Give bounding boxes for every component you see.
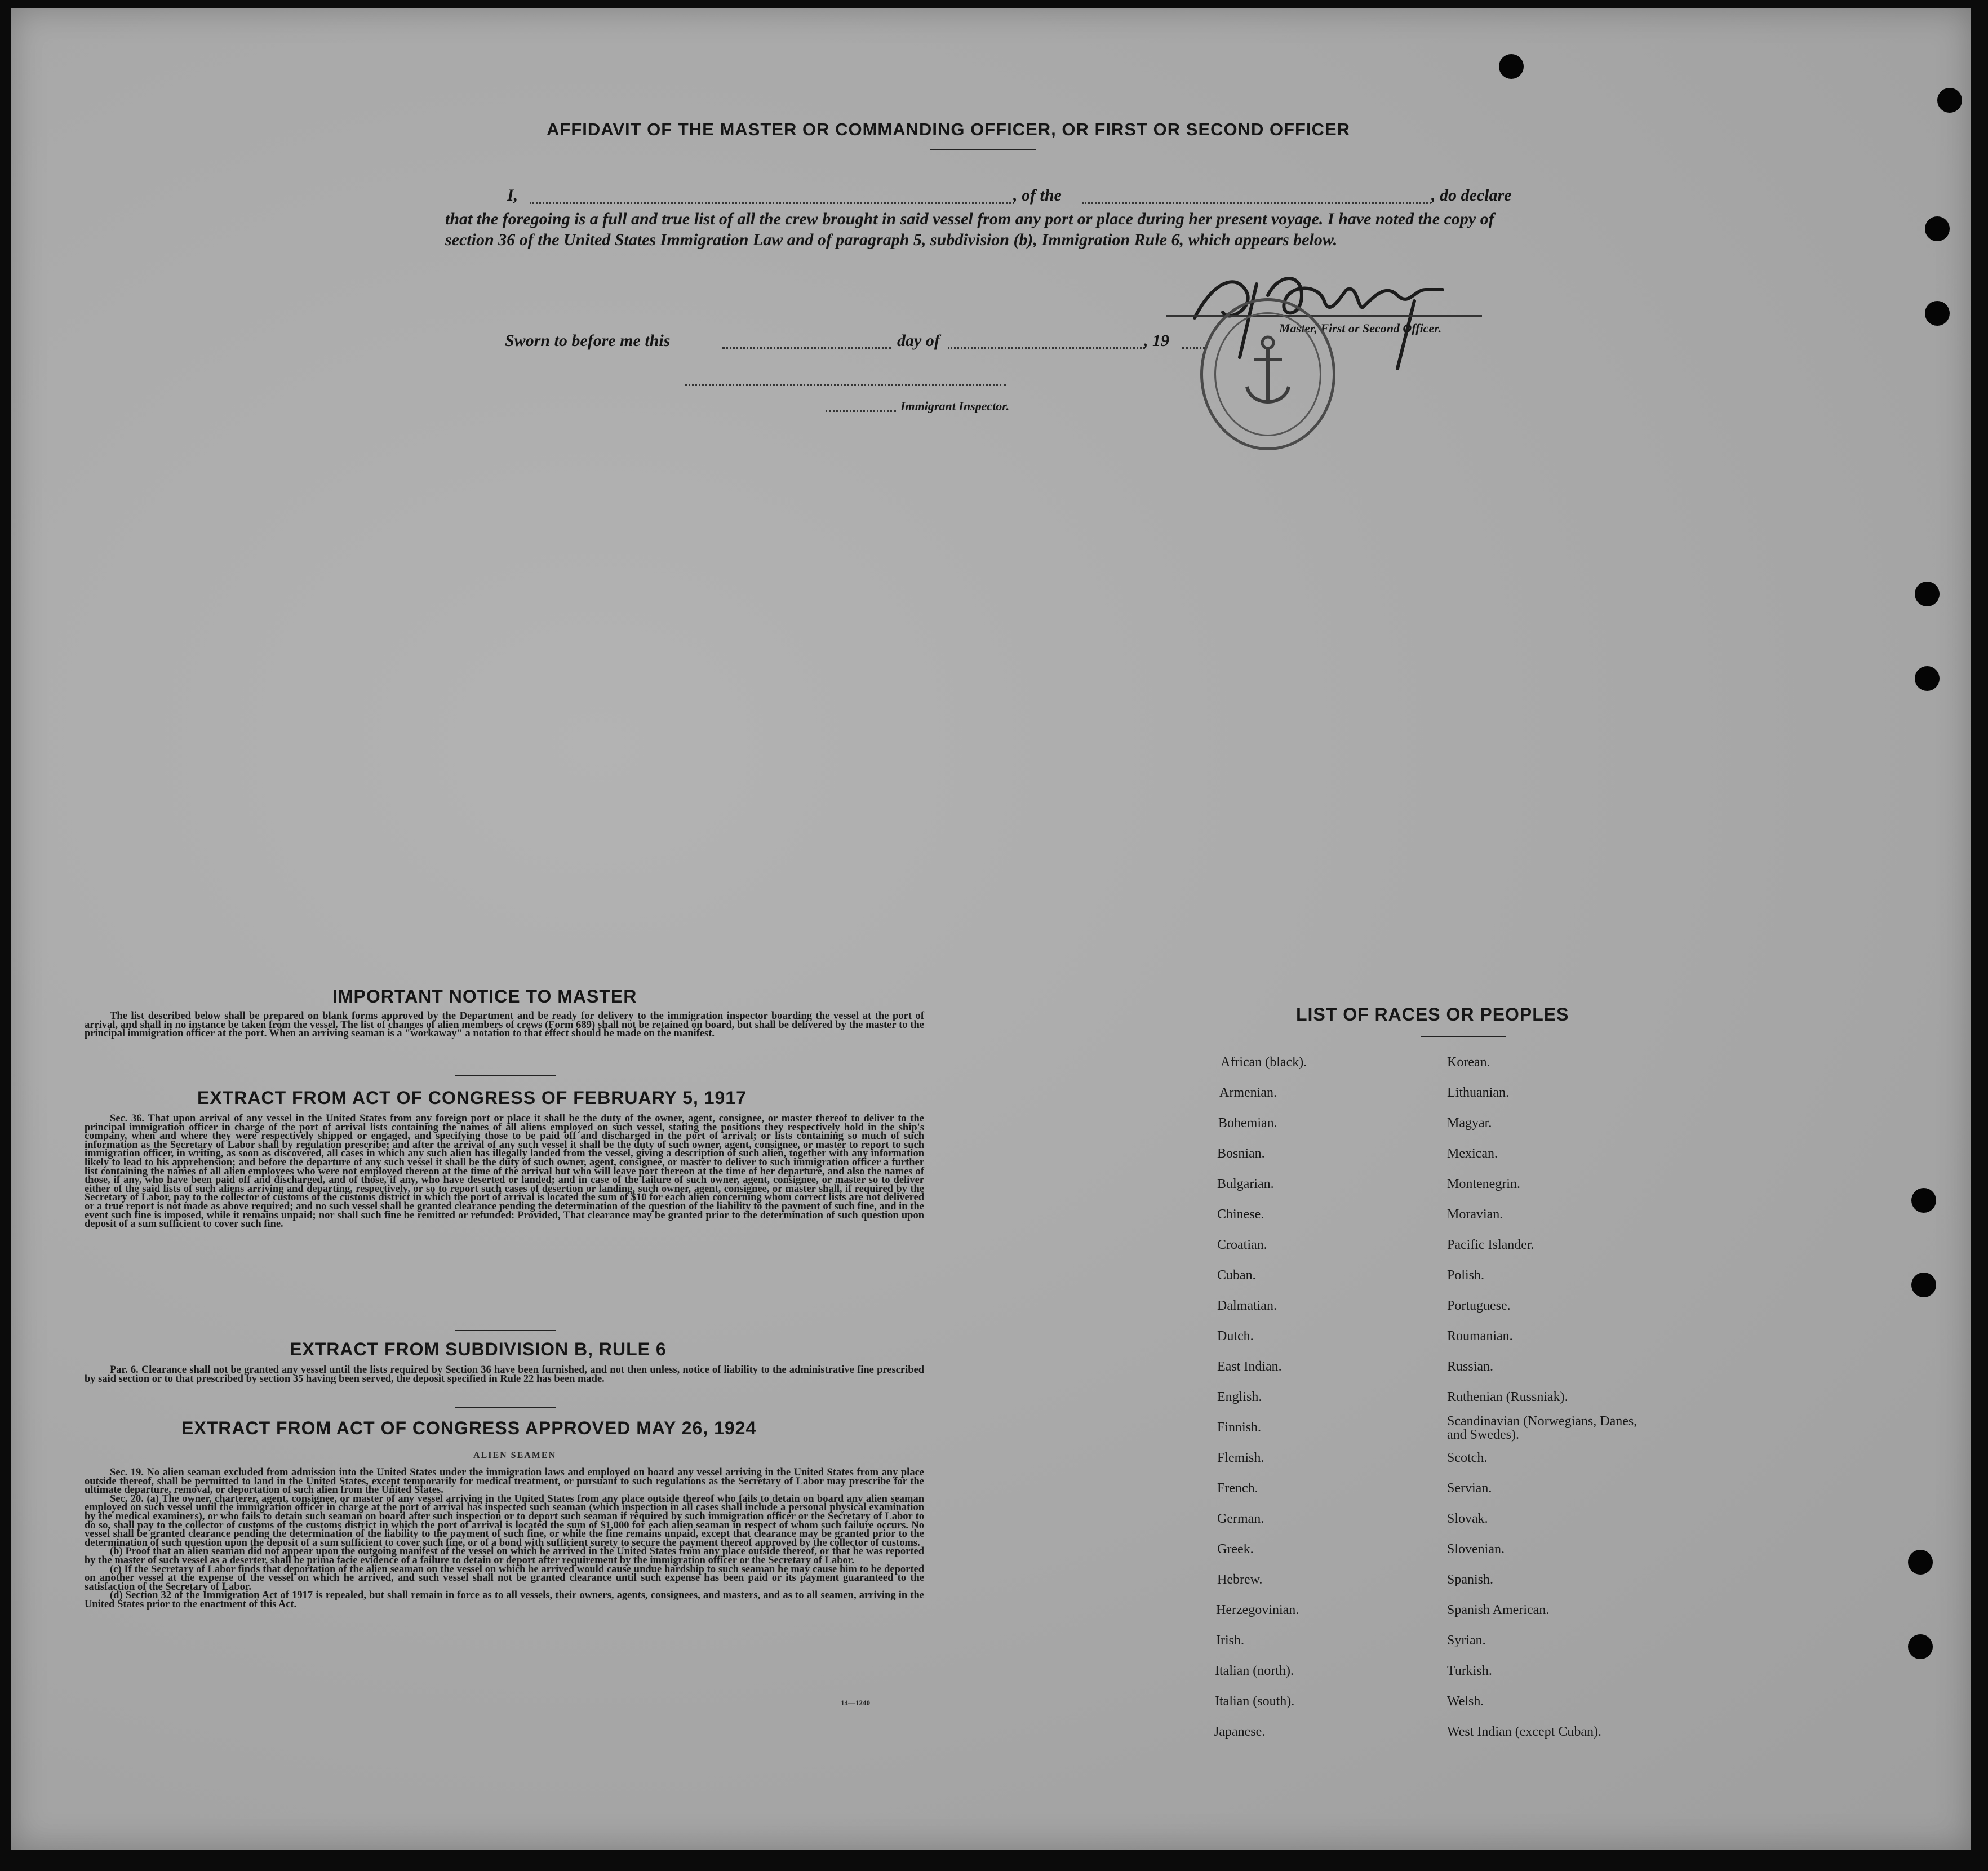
- punch-hole: [1925, 301, 1950, 326]
- race-item: Welsh.: [1447, 1694, 1484, 1709]
- ship-seal-stamp: [1200, 298, 1335, 450]
- extract-1924-title: EXTRACT FROM ACT OF CONGRESS APPROVED MAY 26, 1924: [181, 1418, 757, 1438]
- race-item: Finnish.: [1217, 1420, 1262, 1435]
- do-declare-label: , do declare: [1431, 186, 1512, 205]
- extract-1917-paragraph: Sec. 36. That upon arrival of any vessel in the United States from any foreign port or place it shall be the duty of the owner, agent, consignee, or master thereof to deliver to the principal immigration officer in charge of the port of arrival lists containing the names of all aliens employed on such vessel, stating the positions they respectively hold in the ship's company, when and where they were respectively shipped or engaged, and specifying those to be paid off and discharged in the port of arrival; or lists containing so much of such information as the Secretary of Labor shall by regulation prescribe; and after the arrival of any such vessel it shall be the duty of such owner, agent, consignee, or master to report to such immigration officer, in writing, as soon as discovered, all cases in which any such alien has illegally landed from the vessel, giving a description of such alien, together with any information likely to lead to his apprehension; and before the departure of any such vessel it shall be the duty of such owner, agent, consignee, or master to deliver to such immigration officer a further list containing the names of all alien employees who were not employed thereon at the time of the arrival but who will leave port thereon at the time of her departure, and also the names of those, if any, who have been paid off and discharged, and of those, if any, who have deserted or landed; and in case of the failure of such owner, agent, consignee, or master so to deliver either of the said lists of such aliens arriving and departing, respectively, or so to report such cases of desertion or landing, such owner, agent, consignee, or master shall, if required by the Secretary of Labor, pay to the collector of customs of the customs district in which the port of arrival is located the sum of $10 for each alien concerning whom correct lists are not delivered or a true report is not made as above required; and no such vessel shall be granted clearance pending the determination of the question of the liability to the payment of such fine, and in the event such fine is imposed, while it remains unpaid; nor shall such fine be remitted or refunded: Provided, That clearance may be granted prior to the determination of such question upon deposit of a sum sufficient to cover such fine.: [85, 1113, 924, 1230]
- race-item: Bosnian.: [1217, 1146, 1265, 1161]
- inspector-prefix-line: [826, 410, 896, 412]
- extract-1917-divider: [455, 1330, 556, 1331]
- punch-hole: [1911, 1188, 1936, 1213]
- race-item: Ruthenian (Russniak).: [1447, 1390, 1568, 1404]
- race-item: Servian.: [1447, 1481, 1492, 1496]
- punch-hole: [1925, 216, 1950, 241]
- sworn-month-line: [948, 347, 1145, 349]
- punch-hole: [1937, 88, 1962, 113]
- race-item: Italian (north).: [1215, 1664, 1294, 1678]
- extract-1924-paragraph: Sec. 19. No alien seaman excluded from admission into the United States under the immigration laws and employed on board any vessel arriving in the United States from any place outside thereof, shall be permitted to land in the United States, except temporarily for medical treatment, or pursuant to such regulations as the Secretary of Labor may prescribe for the ultimate departure, removal, or deportation of such alien from the United States.: [85, 1467, 924, 1496]
- race-item: Russian.: [1447, 1359, 1494, 1374]
- race-item: Scandinavian (Norwegians, Danes, and Swedes).: [1447, 1414, 1638, 1442]
- extract-1924-paragraph: (d) Section 32 of the Immigration Act of 1917 is repealed, but shall remain in force as to all vessels, their owners, agents, consignees, and masters, and as to all seamen, arriving in the United States prior to the enactment of this Act.: [85, 1590, 924, 1610]
- punch-hole: [1908, 1634, 1933, 1659]
- notice-divider: [455, 1075, 556, 1076]
- race-item: Scotch.: [1447, 1451, 1488, 1465]
- race-item: Mexican.: [1447, 1146, 1498, 1161]
- race-item: Armenian.: [1219, 1085, 1277, 1100]
- race-item: Italian (south).: [1215, 1694, 1295, 1709]
- race-item: Croatian.: [1217, 1238, 1267, 1252]
- notice-title: IMPORTANT NOTICE TO MASTER: [332, 986, 637, 1007]
- race-item: Syrian.: [1447, 1633, 1486, 1648]
- extract-1924-text: [85, 1469, 924, 1610]
- race-item: Hebrew.: [1217, 1572, 1263, 1587]
- race-item: Bulgarian.: [1217, 1177, 1274, 1191]
- year-line: [1182, 347, 1205, 349]
- extract-1924-subtitle: ALIEN SEAMEN: [473, 1451, 557, 1460]
- vessel-line: [1082, 202, 1431, 204]
- races-right-column: [1436, 1044, 1706, 1765]
- punch-hole: [1499, 54, 1524, 79]
- signature-caption: Master, First or Second Officer.: [1279, 321, 1442, 335]
- punch-hole: [1908, 1550, 1933, 1575]
- race-item: Irish.: [1216, 1633, 1244, 1648]
- race-item: French.: [1217, 1481, 1258, 1496]
- sworn-day-line: [722, 347, 891, 349]
- race-item: Montenegrin.: [1447, 1177, 1520, 1191]
- notice-text: [85, 1012, 924, 1039]
- race-item: Moravian.: [1447, 1207, 1503, 1222]
- races-divider: [1421, 1036, 1506, 1037]
- extract-1917-title: EXTRACT FROM ACT OF CONGRESS OF FEBRUARY 5, 1917: [197, 1088, 747, 1108]
- race-item: Slovenian.: [1447, 1542, 1505, 1557]
- affidavit-title: AFFIDAVIT OF THE MASTER OR COMMANDING OFFICER, OR FIRST OR SECOND OFFICER: [547, 119, 1351, 139]
- race-item: Turkish.: [1447, 1664, 1492, 1678]
- race-item: Korean.: [1447, 1055, 1490, 1070]
- race-item: Spanish American.: [1447, 1603, 1550, 1617]
- race-item: West Indian (except Cuban).: [1447, 1724, 1601, 1739]
- race-item: Magyar.: [1447, 1116, 1492, 1130]
- race-item: East Indian.: [1217, 1359, 1282, 1374]
- race-item: German.: [1217, 1511, 1264, 1526]
- extract-1917-text: [85, 1115, 924, 1229]
- rule6-paragraph: Par. 6. Clearance shall not be granted any vessel until the lists required by Section 36 have been furnished, and not then unless, notice of liability to the administrative fine prescribed by said section or to that prescribed by section 35 having been served, the deposit specified in Rule 22 has been made.: [85, 1364, 924, 1385]
- name-line: [530, 202, 1014, 204]
- race-item: Chinese.: [1217, 1207, 1264, 1222]
- extract-1924-paragraph: (b) Proof that an alien seaman did not appear upon the outgoing manifest of the vessel on which he arrived in the United States from any place outside thereof, or that he was reported by the master of such vessel as a deserter, shall be prima facie evidence of a failure to detain or deport after requirement by the immigration officer or the Secretary of Labor.: [85, 1546, 924, 1566]
- signature-line: [1166, 315, 1482, 317]
- punch-hole: [1915, 666, 1940, 691]
- race-item: Roumanian.: [1447, 1329, 1513, 1344]
- day-of-label: day of: [897, 331, 940, 350]
- race-item: Bohemian.: [1218, 1116, 1277, 1130]
- race-item: Pacific Islander.: [1447, 1238, 1534, 1252]
- inspector-signature-line: [685, 384, 1006, 386]
- punch-hole: [1911, 1273, 1936, 1297]
- race-item: Polish.: [1447, 1268, 1485, 1283]
- punch-hole: [1915, 582, 1940, 606]
- race-item: Dalmatian.: [1217, 1298, 1277, 1313]
- race-item: Greek.: [1217, 1542, 1254, 1557]
- i-label: I,: [507, 186, 518, 205]
- race-item: Flemish.: [1217, 1451, 1264, 1465]
- races-title: LIST OF RACES OR PEOPLES: [1296, 1004, 1569, 1025]
- race-item: Slovak.: [1447, 1511, 1488, 1526]
- race-item: Herzegovinian.: [1216, 1603, 1299, 1617]
- race-item: Lithuanian.: [1447, 1085, 1509, 1100]
- race-item: Spanish.: [1447, 1572, 1494, 1587]
- rule6-divider: [455, 1407, 556, 1408]
- sworn-label: Sworn to before me this: [505, 331, 671, 350]
- extract-1924-paragraph: Sec. 20. (a) The owner, charterer, agent, consignee, or master of any vessel arriving in the United States from any place outside thereof who fails to detain on board any alien seaman employed on such vessel until the immigration officer in charge at the port of arrival has inspected such seaman (which inspection in all cases shall include a personal physical examination by the medical examiners), or who fails to detain such seaman on board after such inspection or to deport such seaman if required by such immigration officer or the Secretary of Labor to do so, shall pay to the collector of customs of the customs district in which the port of arrival is located the sum of $1,000 for each alien seaman in respect of whom such failure occurs. No vessel shall be granted clearance pending the determination of the liability to the payment of such fine, or while the fine remains unpaid, except that clearance may be granted prior to the determination of such question upon the deposit of a sum sufficient to cover such fine, or of a bond with sufficient surety to secure the payment thereof approved by the collector of customs.: [85, 1493, 924, 1549]
- race-item: Japanese.: [1214, 1724, 1266, 1739]
- anchor-icon: [1242, 335, 1293, 414]
- inspector-caption: Immigrant Inspector.: [900, 399, 1010, 413]
- notice-paragraph: The list described below shall be prepared on blank forms approved by the Department and be ready for delivery to the immigration inspector boarding the vessel at the port of arrival, and shall in no instance be taken from the vessel. The list of changes of alien members of crews (Form 689) shall not be retained on board, but shall be delivered by the master to the principal immigration officer at the port. When an arriving seaman is a "workaway" a notation to that effect should be made on the manifest.: [85, 1010, 924, 1040]
- of-the-label: , of the: [1013, 186, 1062, 205]
- form-number: 14—1240: [841, 1699, 870, 1707]
- race-item: African (black).: [1221, 1055, 1307, 1070]
- extract-1924-paragraph: (c) If the Secretary of Labor finds that deportation of the alien seaman on the vessel on which he arrived would cause undue hardship to such seaman he may cause him to be deported on another vessel at the expense of the vessel on which he arrived, and such vessel shall not be granted clearance until such expense has been paid or its payment guaranteed to the satisfaction of the Secretary of Labor.: [85, 1563, 924, 1593]
- year-prefix: , 19: [1144, 331, 1169, 350]
- title-divider: [930, 149, 1036, 150]
- affidavit-body: that the foregoing is a full and true list of all the crew brought in said vessel from any port or place during her present voyage. I have noted the copy of section 36 of the United States Immigration Law and of paragraph 5, subdivision (b), Immigration Rule 6, which appears below.: [445, 210, 1494, 249]
- rule6-title: EXTRACT FROM SUBDIVISION B, RULE 6: [290, 1339, 667, 1359]
- race-item: Cuban.: [1217, 1268, 1256, 1283]
- document-page: [11, 8, 1971, 1850]
- race-item: Portuguese.: [1447, 1298, 1511, 1313]
- race-item: English.: [1217, 1390, 1262, 1404]
- rule6-text: [85, 1366, 924, 1384]
- race-item: Dutch.: [1217, 1329, 1254, 1344]
